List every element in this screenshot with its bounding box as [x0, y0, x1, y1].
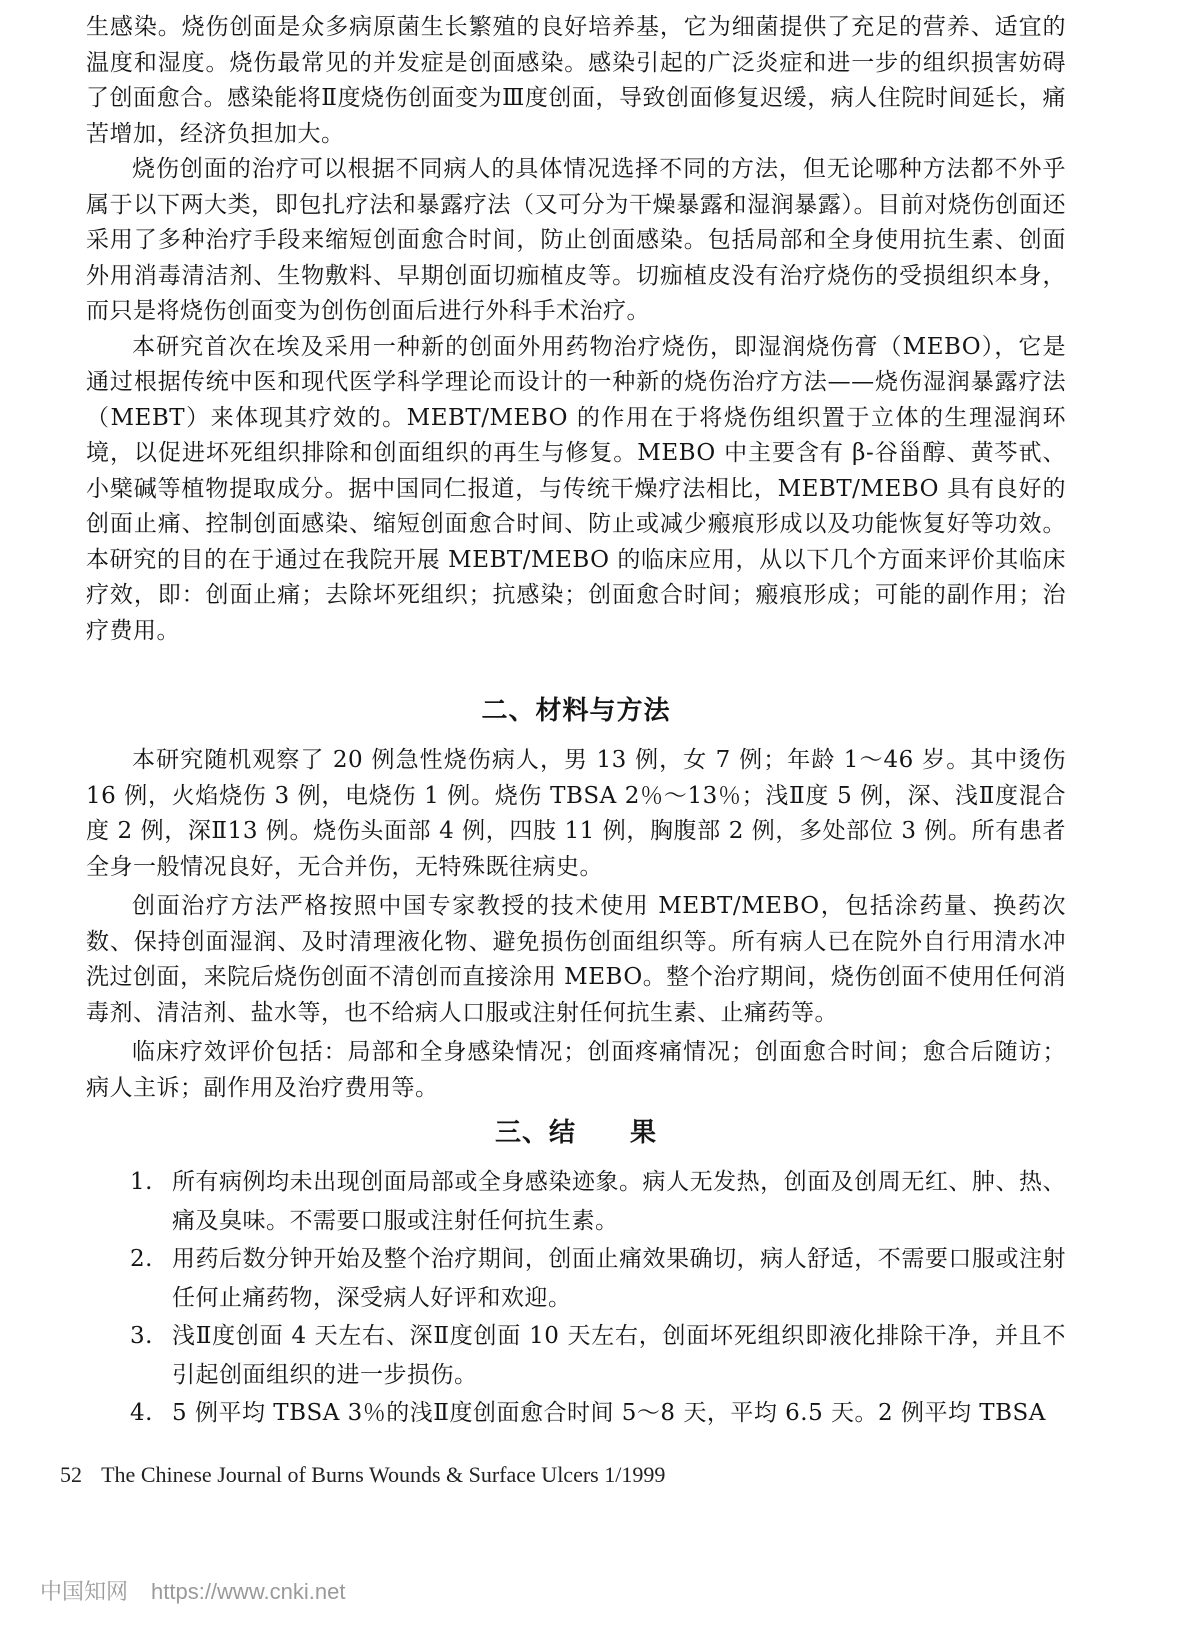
list-item [86, 1240, 1066, 1317]
intro-section [86, 10, 1066, 649]
paragraph: 本研究随机观察了 20 例急性烧伤病人，男 13 例，女 7 例；年龄 1～46 岁。其中烫伤 16 例，火焰烧伤 3 例，电烧伤 1 例。烧伤 TBSA 2％～13％；浅Ⅱ度 5 例，深、浅Ⅱ度混合度 2 例，深Ⅱ13 例。烧伤头面部 4 例，四肢 11 例，胸腹部 2 例，多处部位 3 例。所有患者全身一般情况良好，无合并伤，无特殊既往病史。 [86, 747, 1066, 880]
section-heading: 三、结 果 [494, 1118, 657, 1148]
watermark [40, 1575, 345, 1606]
list-number: 3. [130, 1323, 153, 1349]
paragraph: 本研究首次在埃及采用一种新的创面外用药物治疗烧伤，即湿润烧伤膏（MEBO），它是通过根据传统中医和现代医学科学理论而设计的一种新的烧伤治疗方法——烧伤湿润暴露疗法（MEBT）来体现其疗效的。MEBT/MEBO 的作用在于将烧伤组织置于立体的生理湿润环境，以促进坏死组织排除和创面组织的再生与修复。MEBO 中主要含有 β-谷甾醇、黄芩甙、小檗碱等植物提取成分。据中国同仁报道，与传统干燥疗法相比，MEBT/MEBO 具有良好的创面止痛、控制创面感染、缩短创面愈合时间、防止或减少瘢痕形成以及功能恢复好等功效。本研究的目的在于通过在我院开展 MEBT/MEBO 的临床应用，从以下几个方面来评价其临床疗效，即：创面止痛；去除坏死组织；抗感染；创面愈合时间；瘢痕形成；可能的副作用；治疗费用。 [86, 333, 1066, 644]
results-section [86, 1112, 1066, 1433]
materials-methods-section [86, 690, 1066, 1106]
list-number: 1. [130, 1169, 153, 1195]
paragraph: 生感染。烧伤创面是众多病原菌生长繁殖的良好培养基，它为细菌提供了充足的营养、适宜的温度和湿度。烧伤最常见的并发症是创面感染。感染引起的广泛炎症和进一步的组织损害妨碍了创面愈合。感染能将Ⅱ度烧伤创面变为Ⅲ度创面，导致创面修复迟缓，病人住院时间延长，痛苦增加，经济负担加大。 [86, 14, 1066, 147]
watermark-brand: 中国知网 [40, 1580, 129, 1605]
list-item [86, 1163, 1066, 1240]
watermark-url: https://www.cnki.net [151, 1579, 346, 1604]
paragraph: 创面治疗方法严格按照中国专家教授的技术使用 MEBT/MEBO，包括涂药量、换药次数、保持创面湿润、及时清理液化物、避免损伤创面组织等。所有病人已在院外自行用清水冲洗过创面，来院后烧伤创面不清创而直接涂用 MEBO。整个治疗期间，烧伤创面不使用任何消毒剂、清洁剂、盐水等，也不给病人口服或注射任何抗生素、止痛药等。 [86, 893, 1066, 1026]
section-heading: 二、材料与方法 [481, 696, 671, 726]
list-item [86, 1394, 1066, 1433]
journal-citation: The Chinese Journal of Burns Wounds & Surface Ulcers 1/1999 [101, 1462, 666, 1487]
list-text: 用药后数分钟开始及整个治疗期间，创面止痛效果确切，病人舒适，不需要口服或注射任何止痛药物，深受病人好评和欢迎。 [172, 1246, 1066, 1311]
page-number: 52 [60, 1462, 82, 1487]
results-list [86, 1163, 1066, 1433]
list-number: 4. [130, 1400, 153, 1426]
list-text: 浅Ⅱ度创面 4 天左右、深Ⅱ度创面 10 天左右，创面坏死组织即液化排除干净，并且不引起创面组织的进一步损伤。 [172, 1323, 1066, 1388]
list-item [86, 1317, 1066, 1394]
paragraph: 临床疗效评价包括：局部和全身感染情况；创面疼痛情况；创面愈合时间；愈合后随访；病人主诉；副作用及治疗费用等。 [86, 1039, 1066, 1101]
list-text: 所有病例均未出现创面局部或全身感染迹象。病人无发热，创面及创周无红、肿、热、痛及臭味。不需要口服或注射任何抗生素。 [172, 1169, 1066, 1234]
paragraph: 烧伤创面的治疗可以根据不同病人的具体情况选择不同的方法，但无论哪种方法都不外乎属于以下两大类，即包扎疗法和暴露疗法（又可分为干燥暴露和湿润暴露）。目前对烧伤创面还采用了多种治疗手段来缩短创面愈合时间，防止创面感染。包括局部和全身使用抗生素、创面外用消毒清洁剂、生物敷料、早期创面切痂植皮等。切痂植皮没有治疗烧伤的受损组织本身，而只是将烧伤创面变为创伤创面后进行外科手术治疗。 [86, 156, 1066, 324]
list-number: 2. [130, 1246, 153, 1272]
list-text: 5 例平均 TBSA 3％的浅Ⅱ度创面愈合时间 5～8 天，平均 6.5 天。2 例平均 TBSA [172, 1400, 1046, 1426]
page-footer [60, 1462, 665, 1488]
